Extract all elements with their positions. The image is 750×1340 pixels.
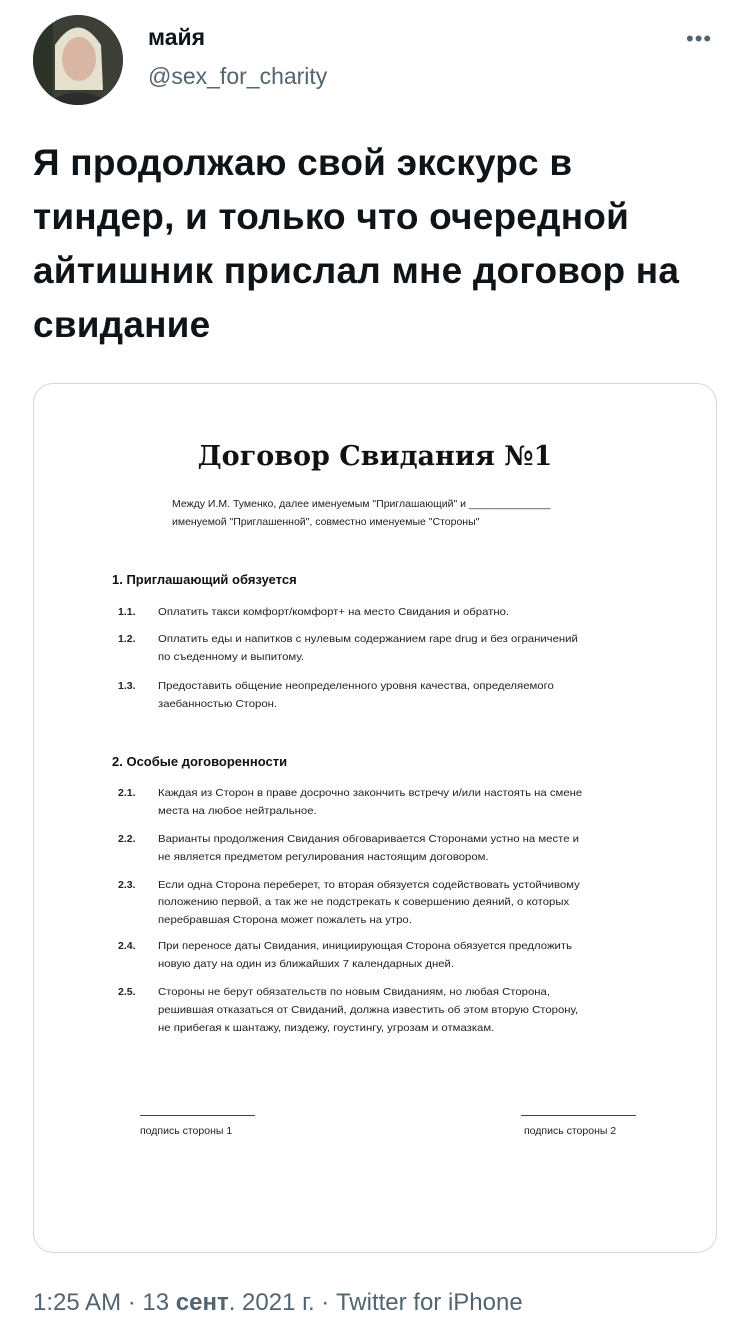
item-number: 1.3. — [118, 680, 136, 692]
item-text: по съеденному и выпитому. — [158, 651, 305, 663]
item-number: 2.5. — [118, 986, 136, 998]
item-number: 2.3. — [118, 879, 136, 891]
item-number: 1.2. — [118, 633, 136, 645]
signature-line-2 — [521, 1115, 636, 1116]
tweet-text: Я продолжаю свой экскурс в тиндер, и только что очередной айтишник прислал мне договор на свидание — [33, 142, 680, 345]
author-handle[interactable]: @sex_for_charity — [148, 63, 328, 89]
item-text: Предоставить общение неопределенного уровня качества, определяемого — [158, 680, 554, 692]
tweet-time: 1:25 AM — [33, 1289, 122, 1316]
item-text: Варианты продолжения Свидания обговаривается Сторонами устно на месте и — [158, 833, 580, 845]
item-text: новую дату на один из ближайших 7 календарных дней. — [158, 958, 455, 970]
tweet-source[interactable]: Twitter for iPhone — [335, 1289, 523, 1316]
tweet-date-day: 13 — [142, 1289, 170, 1316]
item-number: 2.4. — [118, 940, 136, 952]
document-intro-line: Между И.М. Туменко, далее именуемым "Приглашающий" и ______________ — [172, 498, 551, 510]
tweet-timestamp[interactable]: 1:25 AM · 13 сент. 2021 г. · Twitter for iPhone — [33, 1289, 523, 1316]
signature-line-1 — [140, 1115, 255, 1116]
item-text: Если одна Сторона переберет, то вторая обязуется содействовать устойчивому — [158, 879, 580, 891]
author-name[interactable]: майя — [148, 24, 206, 50]
item-text: Стороны не берут обязательств по новым Свиданиям, но любая Сторона, — [158, 986, 551, 998]
item-text: не является предметом регулирования настоящим договором. — [158, 851, 489, 863]
item-number: 2.2. — [118, 833, 136, 845]
section-heading: 2. Особые договоренности — [112, 754, 288, 769]
item-text: положению первой, а так же не подстрекать к совершению деяний, о которых — [158, 896, 570, 908]
item-text: решившая отказаться от Свиданий, должна известить об этом вторую Сторону, — [158, 1004, 579, 1016]
tweet-date-month: сент — [175, 1289, 229, 1316]
item-text: перебравшая Сторона может пожалеть на утро. — [158, 914, 412, 926]
item-text: Оплатить еды и напитков с нулевым содержанием rape drug и без ограничений — [158, 633, 578, 645]
signature-label-2: подпись стороны 2 — [524, 1125, 617, 1137]
document-title: Договор Свидания №1 — [197, 441, 553, 472]
item-text: места на любое нейтральное. — [158, 805, 317, 817]
tweet-image[interactable] — [33, 383, 717, 1253]
avatar-photo-icon — [33, 15, 123, 105]
tweet-date-rest: . 2021 г. — [228, 1289, 315, 1316]
section-heading: 1. Приглашающий обязуется — [112, 572, 297, 587]
item-text: Каждая из Сторон в праве досрочно закончить встречу и/или настоять на смене — [158, 787, 583, 799]
item-number: 2.1. — [118, 787, 136, 799]
item-text: При переносе даты Свидания, инициирующая Сторона обязуется предложить — [158, 940, 572, 952]
item-text: не прибегая к шантажу, пиздежу, гоустингу, угрозам и отмазкам. — [158, 1022, 495, 1034]
avatar[interactable] — [33, 15, 123, 105]
more-horizontal-icon[interactable]: ••• — [686, 26, 713, 51]
item-text: заебанностью Сторон. — [158, 698, 278, 710]
item-text: Оплатить такси комфорт/комфорт+ на место Свидания и обратно. — [158, 606, 510, 618]
document-intro-line: именуемой "Приглашенной", совместно именуемые "Стороны" — [172, 516, 480, 528]
signature-label-1: подпись стороны 1 — [140, 1125, 233, 1137]
item-number: 1.1. — [118, 606, 136, 618]
